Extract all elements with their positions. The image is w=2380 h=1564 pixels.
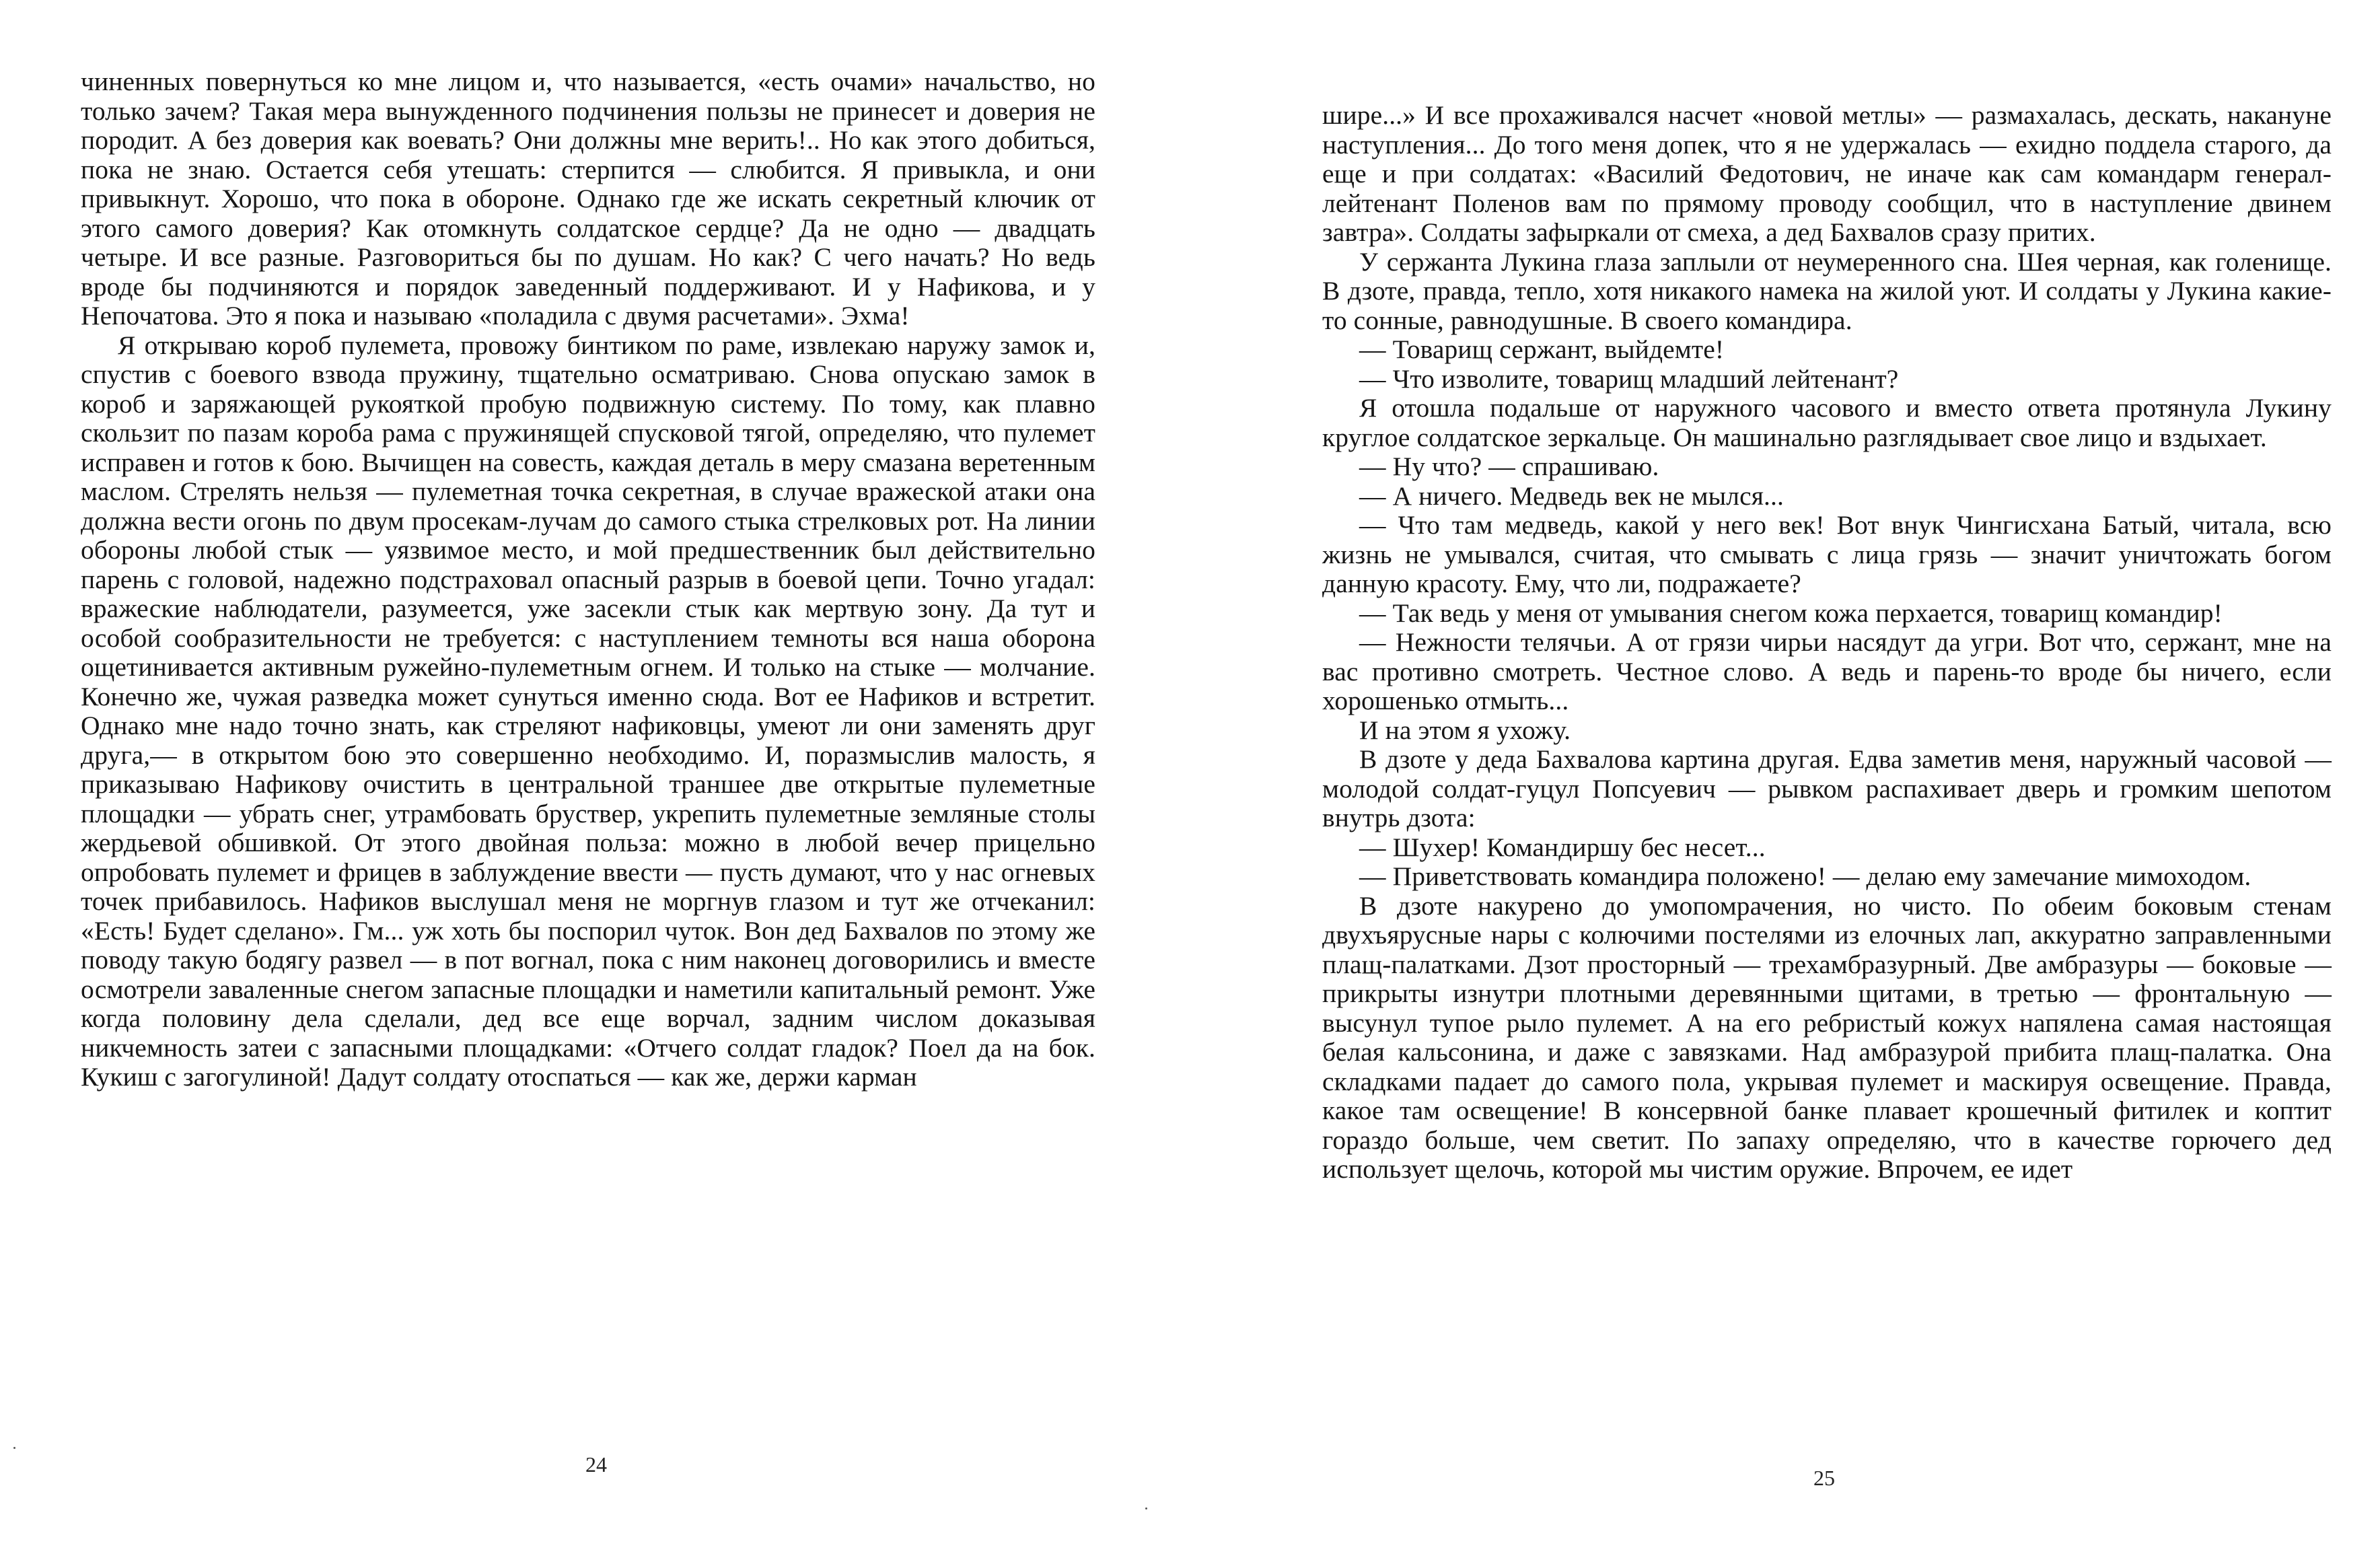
paragraph: — Ну что? — спрашиваю. xyxy=(1359,452,1659,481)
right-page xyxy=(1190,0,2380,1564)
paragraph: В дзоте накурено до умопомрачения, но чисто. По обеим боковым стенам двухъярусные нары с колючими постелями из елочных лап, аккуратно заправленными плащ-палатками. Дзот просторный — трехамбразурный. Две амбразуры — боковые — прикрыты изнутри плотными деревянными щитами, в третью — фронтальную — высунул тупое рыло пулемет. А на его ребристый кожух напялена самая настоящая белая кальсонина, и даже с завязками. Над амбразурой прибита плащ-палатка. Она складками падает до самого пола, укрывая пулемет и маскируя освещение. Правда, какое там освещение! В консервной банке плавает крошечный фитилек и коптит гораздо больше, чем светит. По запаху определяю, что в качестве горючего дед использует щелочь, которой мы чистим оружие. Впрочем, ее идет xyxy=(1322,890,2332,1184)
right-page-text xyxy=(1322,101,2332,1184)
paragraph: В дзоте у деда Бахвалова картина другая. Едва заметив меня, наружный часовой — молодой солдат-гуцул Попсуевич — рывком распахивает дверь и громким шепотом внутрь дзота: xyxy=(1322,744,2332,832)
paragraph: И на этом я ухожу. xyxy=(1359,715,1571,745)
paragraph: — Шухер! Командиршу бес несет... xyxy=(1359,832,1766,862)
paragraph: У сержанта Лукина глаза заплыли от неумеренного сна. Шея черная, как голенище. В дзоте, правда, тепло, хотя никакого намека на жилой уют. И солдаты у Лукина какие-то сонные, равнодушные. В своего командира. xyxy=(1322,246,2332,335)
paragraph: — Нежности телячьи. А от грязи чирьи насядут да угри. Вот что, сержант, мне на вас противно смотреть. Честное слово. А ведь и парень-то вроде бы ничего, если хорошенько отмыть... xyxy=(1322,627,2332,715)
paragraph: — Товарищ сержант, выйдемте! xyxy=(1359,334,1725,364)
paragraph: чиненных повернуться ко мне лицом и, что называется, «есть очами» начальство, но только зачем? Такая мера вынужденного подчинения пользы не принесет и доверия не породит. А без доверия как воевать? Они должны мне верить!.. Но как этого добиться, пока не знаю. Остается себя утешать: стерпится — слюбится. Я привыкла, и они привыкнут. Хорошо, что пока в обороне. Однако где же искать секретный ключик от этого самого доверия? Как отомкнуть солдатское сердце? Да не одно — двадцать четыре. И все разные. Разговориться бы по душам. Но как? С чего начать? Но ведь вроде бы подчиняются и порядок заведенный поддерживают. И у Нафикова, и у Непочатова. Это я пока и называю «поладила с двумя расчетами». Эхма! xyxy=(81,67,1095,330)
paragraph: — Что изволите, товарищ младший лейтенант? xyxy=(1359,363,1899,394)
paragraph: — Так ведь у меня от умывания снегом кожа перхается, товарищ командир! xyxy=(1359,598,2223,628)
paragraph: — Приветствовать командира положено! — делаю ему замечание мимоходом. xyxy=(1359,861,2251,891)
page-number: 24 xyxy=(585,1452,607,1477)
left-page-text xyxy=(81,67,1095,1092)
paragraph: — А ничего. Медведь век не мылся... xyxy=(1359,481,1784,511)
page-number: 25 xyxy=(1813,1466,1835,1490)
paragraph: Я открываю короб пулемета, провожу бинтиком по раме, извлекаю наружу замок и, спустив с боевого взвода пружину, тщательно осматриваю. Снова опускаю замок в короб и заряжающей рукояткой пробую подвижную систему. По тому, как плавно скользит по пазам короба рама с пружинящей спусковой тягой, определяю, что пулемет исправен и готов к бою. Вычищен на совесть, каждая деталь в меру смазана веретенным маслом. Стрелять нельзя — пулеметная точка секретная, в случае вражеской атаки она должна вести огонь по двум просекам-лучам до самого стыка стрелковых рот. На линии обороны любой стык — уязвимое место, и мой предшественник был действительно парень с головой, надежно подстраховал опасный разрыв в боевой цепи. Точно угадал: вражеские наблюдатели, разумеется, уже засекли стык как мертвую зону. Да тут и особой сообразительности не требуется: с наступлением темноты вся наша оборона ощетинивается активным ружейно-пулеметным огнем. И только на стыке — молчание. Конечно же, чужая разведка может сунуться именно сюда. Вот ее Нафиков и встретит. Однако мне надо точно знать, как стреляют нафиковцы, умеют ли они заменять друг друга,— в открытом бою это совершенно необходимо. И, поразмыслив малость, я приказываю Нафикову очистить в центральной траншее две открытые пулеметные площадки — убрать снег, утрамбовать бруствер, укрепить пулеметные земляные столы жердьевой обшивкой. От этого двойная польза: можно в любой вечер прицельно опробовать пулемет и фрицев в заблуждение ввести — пусть думают, что у нас огневых точек прибавилось. Нафиков выслушал меня не моргнув глазом и тут же отчеканил: «Есть! Будет сделано». Гм... уж хоть бы поспорил чуток. Вон дед Бахвалов по этому же поводу такую бодягу развел — в пот вогнал, пока с ним наконец договорились и вместе осмотрели заваленные снегом запасные площадки и наметили капитальный ремонт. Уже когда половину дела сделали, дед все еще ворчал, задним числом доказывая никчемность затеи с запасными площадками: «Отчего солдат гладок? Поел да на бок. Кукиш с загогулиной! Дадут солдату отоспаться — как же, держи карман xyxy=(81,330,1095,1092)
paragraph: Я отошла подальше от наружного часового и вместо ответа протянула Лукину круглое солдатское зеркальце. Он машинально разглядывает свое лицо и вздыхает. xyxy=(1322,393,2332,452)
paragraph: шире...» И все прохаживался насчет «новой метлы» — размахалась, дескать, накануне наступления... До того меня допек, что я не удержалась — ехидно поддела старого, да еще и при солдатах: «Василий Федотович, не иначе как сам командарм генерал-лейтенант Поленов вам по прямому проводу сообщил, что в наступление двинем завтра». Солдаты зафыркали от смеха, а дед Бахвалов сразу притих. xyxy=(1322,100,2332,247)
scan-speck xyxy=(13,1447,15,1449)
scan-speck xyxy=(1145,1507,1147,1509)
paragraph: — Что там медведь, какой у него век! Вот внук Чингисхана Батый, читала, всю жизнь не умывался, считая, что смывать с лица грязь — значит уничтожать богом данную красоту. Ему, что ли, подражаете? xyxy=(1322,510,2332,598)
